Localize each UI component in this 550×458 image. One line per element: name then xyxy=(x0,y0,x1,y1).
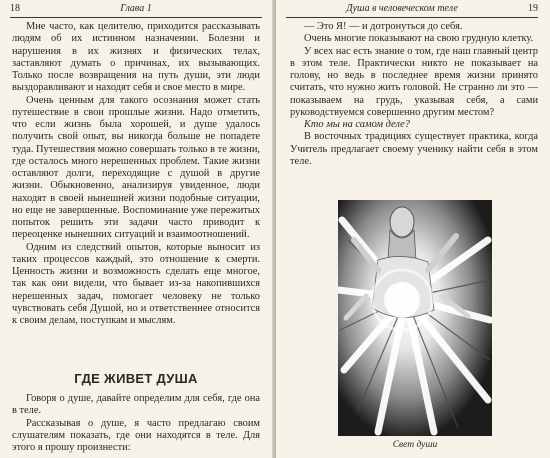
figure-caption: Свет души xyxy=(392,440,438,450)
paragraph: Одним из следствий опытов, которые выносит из таких процессов каждый, это отношение к смерти. Ценность жизни и возможность сделать еще многое, так как они видели, что бывает из-за накопившихся нерешенных задач, помогает человеку не только чувствовать себя Душой, но и ответственнее относится к своим делам, поступкам и мыслям. xyxy=(12,241,260,326)
right-page xyxy=(276,0,550,458)
question-line: Кто мы на самом деле? xyxy=(304,119,410,130)
running-head-right: Душа в человеческом теле xyxy=(346,3,458,14)
paragraph: Рассказывая о душе, я часто предлагаю своим слушателям показать, где они находятся в теле. Для этого я прошу произнести: xyxy=(12,417,260,453)
paragraph: У всех нас есть знание о том, где наш главный центр в этом теле. Практически никто не показывает на голову, но ведь в последнее время жизни принято считать, что нужно жить головой. Не странно ли это — показываем на грудь, указывая себя, а сами руководствуемся совершенно другим местом? xyxy=(290,45,538,118)
running-head-left: Глава 1 xyxy=(120,3,152,14)
page-number-left: 18 xyxy=(10,3,20,14)
page-number-right: 19 xyxy=(528,3,538,14)
left-page-header xyxy=(10,3,262,18)
paragraph: — Это Я! — и дотронуться до себя. xyxy=(304,21,463,32)
section-title: ГДЕ ЖИВЕТ ДУША xyxy=(74,371,198,386)
paragraph: В восточных традициях существует практика, когда Учитель предлагает своему ученику найти себя в этом теле. xyxy=(290,131,538,167)
illustration-art xyxy=(338,200,492,436)
left-body-text-bottom xyxy=(12,393,260,454)
soul-light-illustration xyxy=(338,200,492,436)
right-body-text xyxy=(290,21,538,168)
paragraph: Мне часто, как целителю, приходится рассказывать людям об их истинном назначении. Болезни и нарушения в их жизнях и физических телах, заставляют думать о причинах, их вызывающих. Только после возвращения на путь души, эти люди выздоравливают и находят себя и свое место в мире. xyxy=(12,21,260,94)
paragraph: Говоря о душе, давайте определим для себя, где она в теле. xyxy=(12,393,260,417)
paragraph: Очень ценным для такого осознания может стать путешествие в свои прошлые жизни. Надо отметить, что если жизнь была хорошей, и душе удалось получить свой опыт, вы никогда больше не попадете туда. Путешествия можно совершать только в те жизни, где осталось много нерешенных проблем. Такие жизни оставляют долги, переходящие с душой в другие жизни. Обыкновенно, анализируя увиденное, люди находят в своей нынешней жизни подобные ситуации, но еще не завершенные. Воспоминание уже пережитых попыток решить эти задачи часто приводит к переоценке нынешних ситуаций и взаимоотношений. xyxy=(12,94,260,241)
paragraph: Очень многие показывают на свою грудную клетку. xyxy=(304,33,534,45)
right-page-header xyxy=(286,3,538,18)
left-page xyxy=(0,0,274,458)
left-body-text xyxy=(12,21,260,327)
